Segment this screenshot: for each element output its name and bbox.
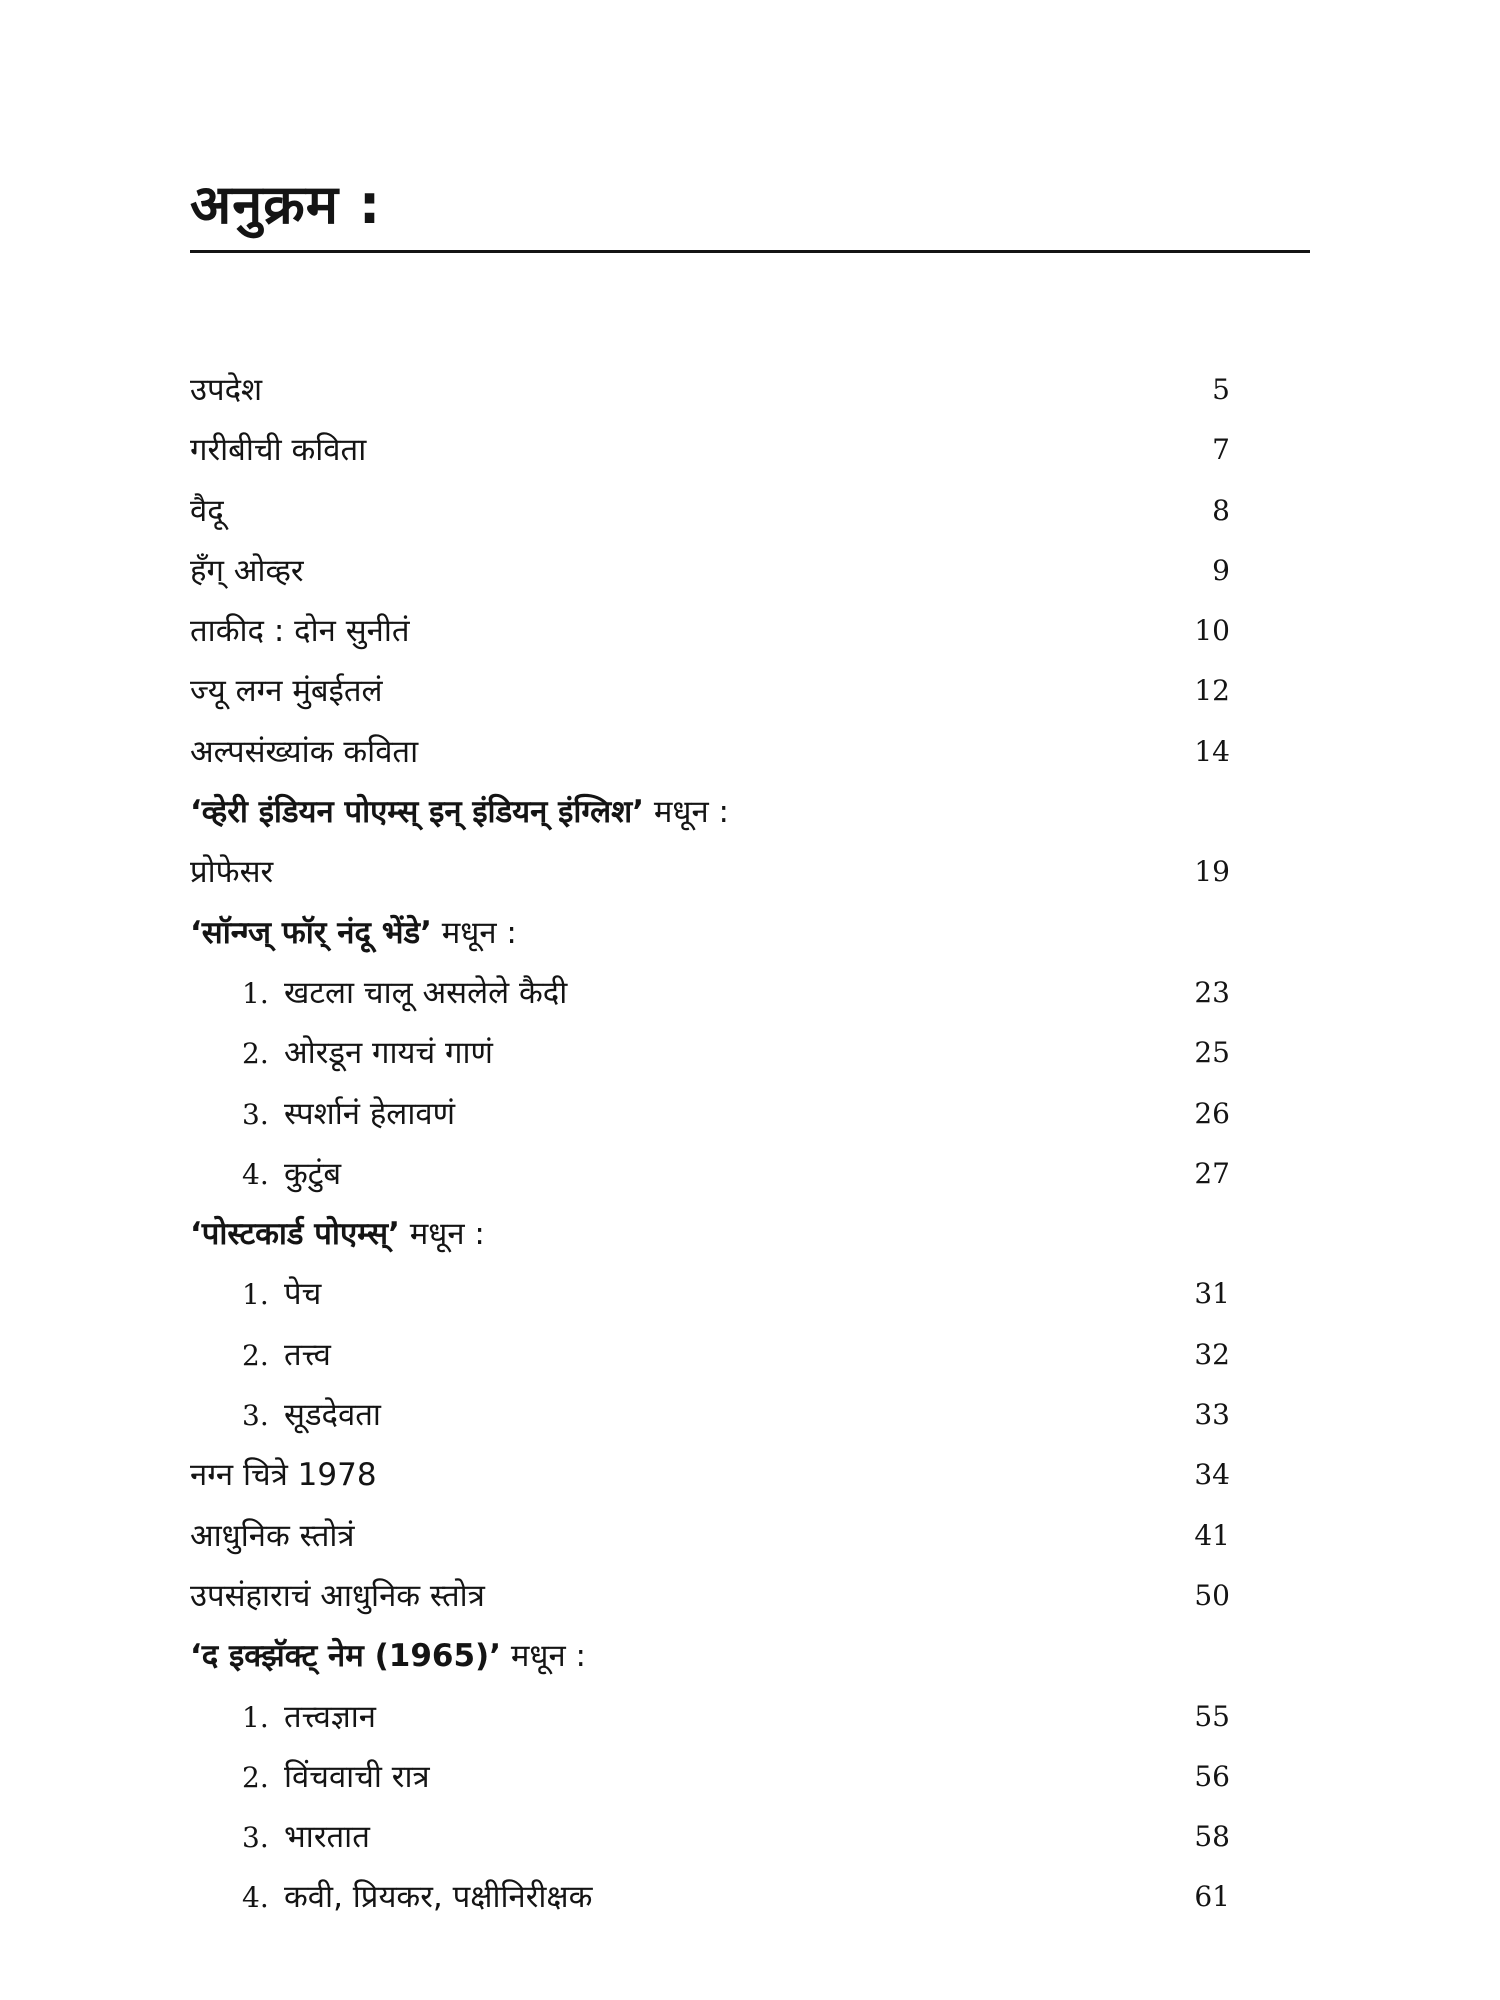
toc-subentry[interactable] [190, 1264, 1270, 1324]
toc-entry[interactable] [190, 601, 1270, 661]
toc-page-number: 32 [1194, 1337, 1230, 1371]
toc-entry-title: अल्पसंख्यांक कविता [190, 733, 419, 770]
subentry-number: 3. [242, 1097, 269, 1131]
toc-subentry-label [190, 1035, 493, 1071]
toc-page-number: 33 [1194, 1398, 1230, 1432]
toc-entry-title: उपसंहाराचं आधुनिक स्तोत्र [190, 1577, 485, 1614]
subentry-number: 2. [242, 1760, 269, 1794]
toc-page-number: 26 [1194, 1096, 1230, 1130]
toc-page-number: 50 [1194, 1578, 1230, 1612]
toc-page-number: 25 [1194, 1036, 1230, 1070]
toc-subentry-label [190, 975, 567, 1011]
section-suffix: मधून : [643, 794, 729, 831]
toc-entry[interactable] [190, 360, 1270, 420]
toc-subentry-label [190, 1879, 592, 1915]
toc-entry-title: आधुनिक स्तोत्रं [190, 1517, 355, 1554]
subentry-number: 2. [242, 1037, 269, 1071]
toc-subentry[interactable] [190, 1023, 1270, 1083]
toc-entry[interactable] [190, 1445, 1270, 1505]
toc-page-number: 58 [1194, 1820, 1230, 1854]
subentry-number: 1. [242, 1278, 269, 1312]
toc-entry-title: विंचवाची रात्र [284, 1758, 430, 1795]
toc-entry-title: ताकीद : दोन सुनीतं [190, 613, 410, 650]
toc-page-number: 9 [1212, 553, 1230, 587]
section-title: ‘सॉन्ग्ज् फॉर् नंदू भेंडे’ [190, 914, 432, 951]
toc-subentry-label [190, 1397, 381, 1433]
subentry-number: 4. [242, 1157, 269, 1191]
toc-subentry-label [190, 1096, 455, 1132]
toc-subentry-label [190, 1759, 430, 1795]
subentry-number: 3. [242, 1399, 269, 1433]
subentry-number: 1. [242, 976, 269, 1010]
toc-page-number: 12 [1194, 674, 1230, 708]
toc-entry-title: प्रोफेसर [190, 854, 274, 891]
toc-page-number: 61 [1194, 1880, 1230, 1914]
toc-subentry-label [190, 1337, 331, 1373]
toc-page-number: 14 [1194, 734, 1230, 768]
toc-entry-title: कुटुंब [284, 1155, 342, 1192]
toc-entry[interactable] [190, 1506, 1270, 1566]
toc-section-heading [190, 1626, 1270, 1686]
toc-entry-title: हँग् ओव्हर [190, 552, 304, 589]
subentry-number: 4. [242, 1881, 269, 1915]
toc-entry[interactable] [190, 661, 1270, 721]
toc-page-number: 10 [1194, 614, 1230, 648]
toc-entry-title: नग्न चित्रे 1978 [190, 1457, 377, 1494]
toc-subentry[interactable] [190, 963, 1270, 1023]
toc-page-number: 31 [1194, 1277, 1230, 1311]
toc-entry-title: स्पर्शानं हेलावणं [284, 1095, 455, 1132]
section-title: ‘पोस्टकार्ड पोएम्स्’ [190, 1216, 400, 1253]
table-of-contents [190, 360, 1270, 1928]
toc-subentry[interactable] [190, 1867, 1270, 1927]
section-suffix: मधून : [399, 1216, 485, 1253]
toc-subentry-label [190, 1276, 321, 1312]
toc-page-number: 7 [1212, 433, 1230, 467]
toc-entry-title: खटला चालू असलेले कैदी [284, 974, 568, 1011]
toc-entry[interactable] [190, 541, 1270, 601]
toc-subentry-label [190, 1156, 341, 1192]
title-divider [190, 250, 1310, 253]
toc-entry-title: तत्त्वज्ञान [284, 1698, 376, 1735]
toc-entry-title: सूडदेवता [284, 1397, 381, 1434]
toc-entry-title: कवी, प्रियकर, पक्षीनिरीक्षक [284, 1879, 593, 1916]
toc-page-number: 27 [1194, 1156, 1230, 1190]
toc-page-number: 41 [1194, 1518, 1230, 1552]
toc-subentry-label [190, 1819, 370, 1855]
toc-entry[interactable] [190, 481, 1270, 541]
toc-section-heading [190, 1204, 1270, 1264]
toc-entry[interactable] [190, 722, 1270, 782]
toc-subentry[interactable] [190, 1747, 1270, 1807]
toc-entry-title: ज्यू लग्न मुंबईतलं [190, 673, 383, 710]
section-suffix: मधून : [500, 1638, 586, 1675]
toc-subentry[interactable] [190, 1385, 1270, 1445]
toc-page-number: 5 [1212, 373, 1230, 406]
toc-page-number: 56 [1194, 1759, 1230, 1793]
section-suffix: मधून : [431, 914, 517, 951]
toc-entry-title: भारतात [284, 1819, 370, 1856]
subentry-number: 1. [242, 1700, 269, 1734]
toc-page-number: 34 [1194, 1458, 1230, 1492]
subentry-number: 3. [242, 1821, 269, 1855]
toc-entry-title: उपदेश [190, 372, 263, 408]
toc-entry-title: तत्त्व [284, 1336, 331, 1373]
toc-subentry[interactable] [190, 1325, 1270, 1385]
section-title: ‘व्हेरी इंडियन पोएम्स् इन् इंडियन् इंग्लिश’ [190, 794, 644, 831]
subentry-number: 2. [242, 1338, 269, 1372]
toc-entry-title: गरीबीची कविता [190, 432, 367, 469]
section-title: ‘द इक्झॅक्ट् नेम (1965)’ [190, 1638, 501, 1675]
toc-section-heading [190, 782, 1270, 842]
page-title: अनुक्रम : [190, 173, 382, 236]
toc-subentry[interactable] [190, 1807, 1270, 1867]
toc-entry-title: वैदू [190, 492, 224, 529]
toc-page-number: 23 [1194, 975, 1230, 1009]
toc-subentry-label [190, 1699, 376, 1735]
toc-entry[interactable] [190, 420, 1270, 480]
toc-entry[interactable] [190, 842, 1270, 902]
toc-page-number: 19 [1194, 855, 1230, 889]
contents-page [190, 170, 1320, 1970]
toc-entry-title: ओरडून गायचं गाणं [284, 1035, 493, 1072]
toc-page-number: 8 [1212, 493, 1230, 527]
toc-page-number: 55 [1194, 1699, 1230, 1733]
toc-subentry[interactable] [190, 1687, 1270, 1747]
toc-subentry[interactable] [190, 1144, 1270, 1204]
toc-entry-title: पेच [284, 1276, 322, 1313]
toc-entry[interactable] [190, 1566, 1270, 1626]
toc-section-heading [190, 903, 1270, 963]
toc-subentry[interactable] [190, 1084, 1270, 1144]
